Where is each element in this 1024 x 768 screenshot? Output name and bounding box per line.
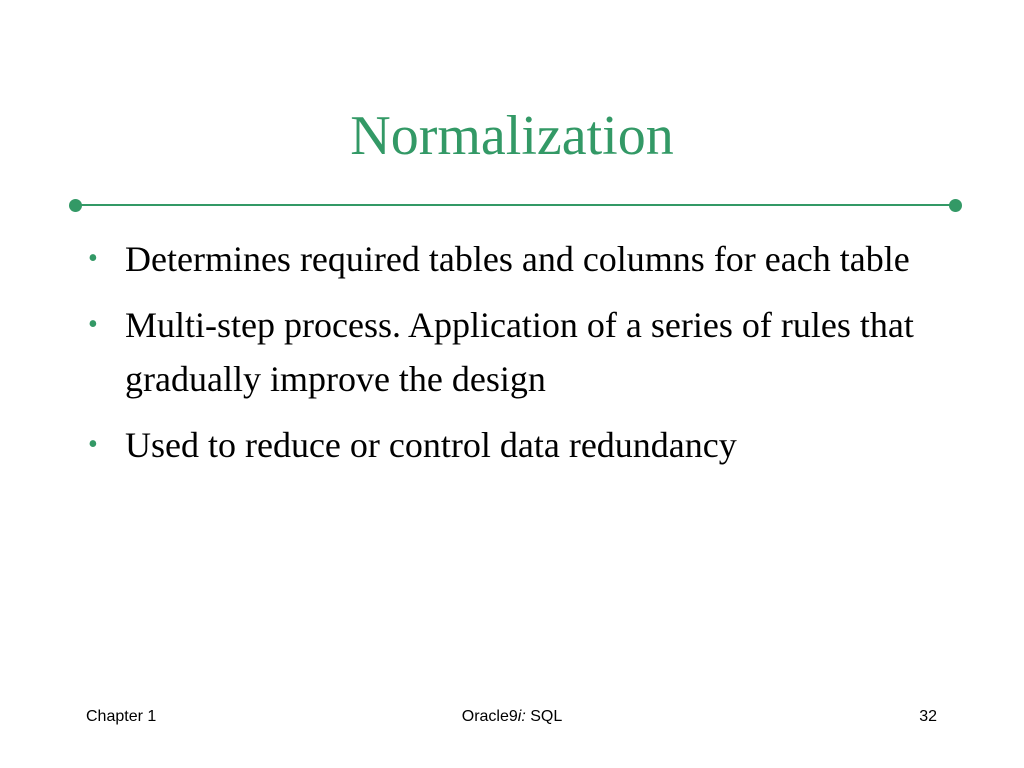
bullet-item — [88, 232, 948, 286]
bullet-text: Multi-step process. Application of a series of rules that gradually improve the design — [125, 305, 914, 399]
footer-chapter: Chapter 1 — [86, 708, 157, 725]
bullet-text: Determines required tables and columns for each table — [125, 239, 910, 279]
bullet-text: Used to reduce or control data redundancy — [125, 425, 737, 465]
bullet-icon: • — [88, 243, 98, 274]
bullet-item — [88, 298, 948, 406]
footer-course-title — [0, 706, 1024, 728]
bullet-icon: • — [88, 309, 98, 340]
title-divider — [76, 204, 956, 206]
divider-right-dot — [949, 199, 962, 212]
bullet-list — [88, 232, 948, 484]
footer-course-prefix: Oracle9 — [461, 708, 518, 725]
footer-course-suffix: SQL — [525, 708, 563, 725]
footer-page-number: 32 — [919, 708, 937, 725]
footer-course-italic: i: — [517, 708, 526, 725]
bullet-item — [88, 418, 948, 472]
bullet-icon: • — [88, 429, 98, 460]
slide-title: Normalization — [350, 105, 674, 167]
